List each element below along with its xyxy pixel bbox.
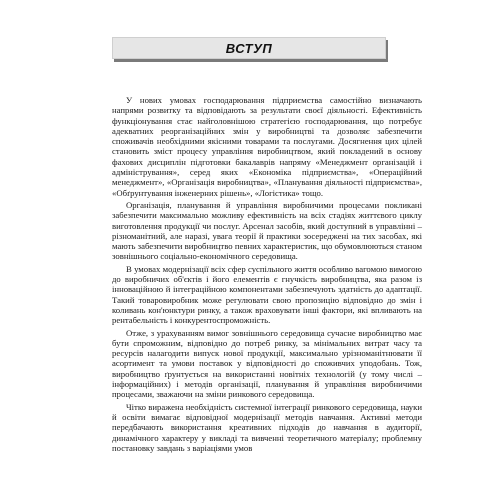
paragraph: Організація, планування й управління виробничими процесами покликані забезпечити максимально можливу ефективність на всіх стадіях життєвого циклу виготовлення продукції чи послуг. Арсенал засобів, який доступний в управлінні – різноманітний, але наразі, увага теорії й практики зосереджені на тих засобах, які мають забезпечити виробництво певних характеристик, що обумовлюються станом зовнішнього соціально-економічного середовища. <box>112 199 422 262</box>
section-heading: ВСТУП <box>225 40 273 56</box>
body-text <box>112 95 422 455</box>
paragraph: Отже, з урахуванням вимог зовнішнього середовища сучасне виробництво має бути спроможним, відповідно до потреб ринку, за мінімальних витрат часу та ресурсів налагодити випуск нової продукції, максимально урізноманітнювати її асортимент та умови поставок у відповідності до споживчих уподобань. Тож, виробництво ґрунтується на використанні новітніх технологій (у тому числі – інформаційних) і методів організації, планування й управління виробничими процесами, зважаючи на зміни ринкового середовища. <box>112 327 422 400</box>
paragraph: В умовах модернізації всіх сфер суспільного життя особливо вагомою вимогою до виробничих об'єктів і його елементів є гнучкість виробництва, яка разом із інноваційною й інтеграційною компонентами забезпечують здатність до адаптації. Такий товаровиробник може регулювати свою пропозицію відповідно до змін і коливань кон'юнктури ринку, а також враховувати інші фактори, які впливають на рентабельність і конкурентоспроможність. <box>112 263 422 326</box>
paragraph: У нових умовах господарювання підприємства самостійно визначають напрями розвитку та відповідають за результати своєї діяльності. Ефективність функціонування стає найголовнішою стратегією господарювання, що потребує адекватних реорганізаційних змін у виробництві та дозволяє забезпечити споживачів необхідними якісними товарами та послугами. Досягнення цих цілей становить зміст процесу управління виробництвом, який покладений в основу фахових дисциплін підготовки бакалаврів напряму «Менеджмент організацій і адміністрування», серед яких «Економіка підприємства», «Операційний менеджмент», «Організація виробництва», «Планування діяльності підприємства», «Обґрунтування інженерних рішень», «Логістика» тощо. <box>112 95 422 198</box>
section-heading-box <box>112 37 386 59</box>
paragraph: Чітко виражена необхідність системної інтеграції ринкового середовища, науки й освіти вимагає відповідної модернізації методів навчання. Активні методи передбачають використання креативних підходів до навчання в аудиторії, динамічного характеру у викладі та вивченні теоретичного матеріалу; проблемну постановку завдань з варіаціями умов <box>112 401 422 453</box>
